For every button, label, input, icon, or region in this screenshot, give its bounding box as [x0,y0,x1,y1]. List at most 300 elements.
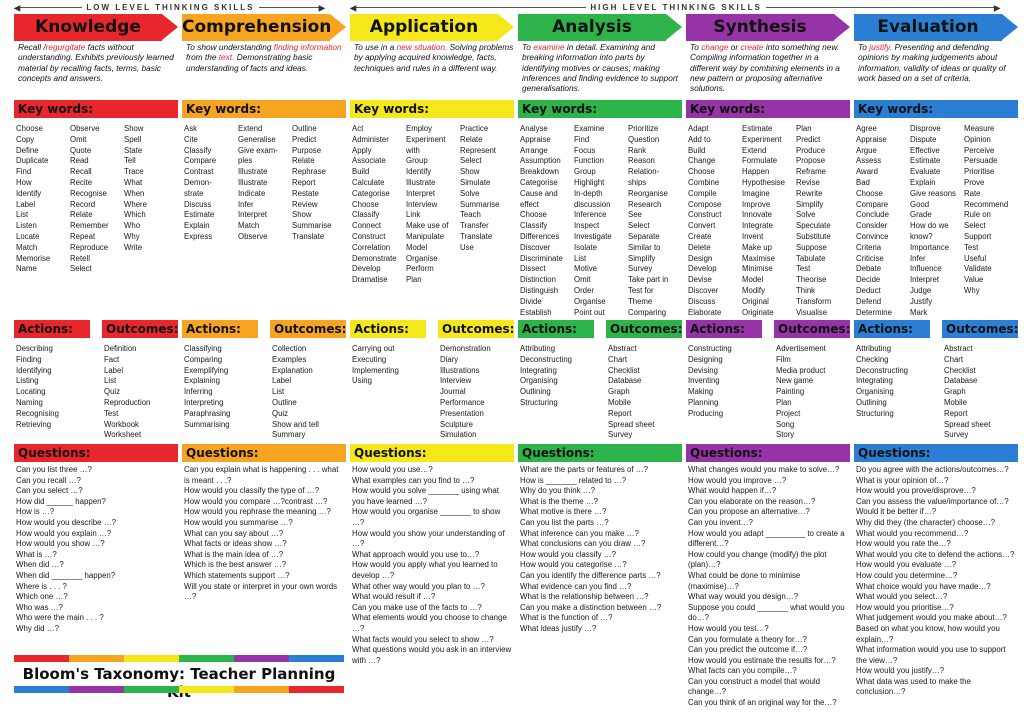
keyword: Tell [124,156,136,166]
keyword-column [352,124,406,286]
keyword: Recognise [70,188,107,198]
keyword: Useful [964,253,987,263]
keyword: Analyse [520,124,548,133]
outcome-item: Story [776,430,795,440]
comprehension-title: Comprehension [182,17,332,37]
question-item: Suppose you could _______ what would you do…? [688,602,845,623]
knowledge-questions-list [16,465,176,635]
knowledge-outcomes-heading: Outcomes: [102,320,178,338]
keyword: Produce [796,145,826,155]
keyword: Predict [292,134,317,144]
application-description [354,42,514,73]
action-item: Naming [16,397,43,407]
outcome-item: Song [776,419,795,429]
keyword: Add to [688,134,711,144]
outcome-item: Mobile [944,397,967,407]
keyword: Group [406,156,428,166]
question-item: What facts can you compile…? [688,666,797,676]
keyword: Dramatise [352,275,388,285]
keyword: In-depth [574,188,603,198]
keyword-column [628,124,682,318]
keyword: Name [16,264,37,274]
keyword: Establish [520,307,552,317]
evaluation-actions-list [856,344,936,420]
question-item: What conclusions can you draw …? [520,539,646,549]
keyword: Elaborate [688,307,722,317]
question-item: Which statements support …? [184,570,290,580]
keyword: Copy [16,134,35,144]
keyword: Review [292,199,318,209]
description-text: To [522,42,534,52]
keyword: Recommend [964,199,1009,209]
keyword: Formulate [742,156,778,166]
application-questions-heading: Questions: [350,444,514,462]
keyword: Compare [184,156,217,166]
synthesis-questions-list [688,465,848,709]
keyword: Categorise [352,188,390,198]
action-item: Inventing [688,376,720,386]
keyword: Calculate [352,177,385,187]
outcome-item: Database [608,376,642,386]
keyword: Group [574,167,596,177]
keyword: How [16,177,32,187]
keyword: Justify [910,296,933,306]
keyword: Invent [742,231,764,241]
keyword: Show [124,124,144,133]
question-item: How would you evaluate …? [856,560,957,570]
keyword: Recall [70,167,92,177]
keyword: Estimate [910,156,941,166]
keyword: Distinction [520,275,556,285]
keyword: Focus [574,145,596,155]
keyword: Propose [796,156,826,166]
keyword: Manipulate [406,231,445,241]
question-item: Would it be better if…? [856,507,937,517]
keyword: Design [688,253,713,263]
keyword: Choose [16,124,43,133]
keyword: Explain [184,221,210,231]
keyword: Question [628,134,660,144]
keyword: Model [742,275,764,285]
outcome-item: Outline [272,397,297,407]
outcome-item: Examples [272,354,307,364]
question-item: Why did they (the character) choose…? [856,517,996,527]
action-item: Deconstructing [856,365,909,375]
keyword: ples [238,156,253,166]
action-item: Producing [688,408,724,418]
outcome-item: Report [944,408,968,418]
keyword: Memorise [16,253,51,263]
keyword: Breakdown [520,167,560,177]
question-item: What other way would you plan to …? [352,581,485,591]
action-item: Integrating [520,365,557,375]
question-item: What are the parts or features of …? [520,465,649,474]
keyword: Award [856,167,878,177]
outcome-item: Quiz [104,387,121,397]
outcome-item: Show and tell [272,419,319,429]
comprehension-questions-heading: Questions: [182,444,346,462]
keyword: Discover [688,285,719,295]
keyword-column [964,124,1018,318]
keyword: Originate [742,307,774,317]
keyword: Demon- [184,177,212,187]
keyword: Speculate [796,221,831,231]
keyword: Organise [406,253,438,263]
description-text: To show understanding [186,42,274,52]
keyword: Isolate [574,242,597,252]
question-item: What questions would you ask in an interview with …? [352,645,512,665]
keyword: Inference [574,210,607,220]
keyword: ships [628,177,647,187]
keyword: Apply [352,145,372,155]
question-item: Which is the best answer …? [184,560,287,570]
keyword: Purpose [292,145,322,155]
keyword: Give reasons [910,188,956,198]
application-outcomes-list [440,344,514,441]
high-level-label: HIGH LEVEL THINKING SKILLS [590,3,762,12]
keyword: Cite [184,134,198,144]
knowledge-outcomes-list [104,344,178,441]
keyword: Improve [742,199,771,209]
action-item: Structuring [856,408,894,418]
question-item: Can you make use of the facts to …? [352,602,482,612]
keyword: Link [406,210,421,220]
keyword: Rank [628,145,647,155]
keyword: Prioritise [964,167,995,177]
keyword: Assumption [520,156,561,166]
comprehension-header [182,14,346,41]
keyword-column [520,124,574,318]
question-item: What can you say about …? [184,528,284,538]
keyword: Restate [292,188,319,198]
keyword: When [124,188,145,198]
description-text: create [740,42,764,52]
keyword: Make use of [406,221,449,231]
outcome-item: Label [104,365,124,375]
keyword: Organise [574,296,606,306]
keyword: Test for [628,285,654,295]
keyword: Translate [292,231,325,241]
evaluation-outcomes-list [944,344,1018,441]
question-item: When did …? [16,560,64,570]
keyword: Judge [910,285,932,295]
keyword: Disprove [910,124,941,133]
analysis-outcomes-heading: Outcomes: [606,320,682,338]
outcome-item: Journal [440,387,466,397]
keyword: Construct [352,231,386,241]
application-keywords [352,124,514,286]
outcome-item: Demonstration [440,344,491,353]
outcome-item: Database [944,376,978,386]
keyword: Appraise [520,134,551,144]
outcome-item: Media product [776,365,826,375]
keyword: Research [628,199,662,209]
outcome-item: Simulation [440,430,477,440]
question-item: Who was …? [16,602,63,612]
keyword: Conclude [856,210,889,220]
comprehension-questions-list [184,465,344,603]
outcome-item: Report [608,408,632,418]
keyword: Develop [352,264,381,274]
synthesis-actions-heading: Actions: [686,320,762,338]
synthesis-header [686,14,850,41]
question-item: What motive is there …? [520,507,607,517]
keyword: Categorise [520,177,558,187]
application-outcomes-heading: Outcomes: [438,320,514,338]
outcome-item: Presentation [440,408,484,418]
rainbow-strip-top [14,655,344,662]
keyword: Write [124,242,143,252]
keyword: Interpret [238,210,268,220]
question-item: What inference can you make …? [520,528,639,538]
analysis-keywords-heading: Key words: [518,100,682,118]
comprehension-keywords-heading: Key words: [182,100,346,118]
column-analysis [518,0,682,720]
question-item: Based on what you know, how would you explain…? [856,623,1000,644]
keyword: Locate [16,231,40,241]
knowledge-actions-heading: Actions: [14,320,90,338]
keyword: Hypothesise [742,177,785,187]
knowledge-actions-list [16,344,96,430]
keyword: Separate [628,231,660,241]
evaluation-keywords-heading: Key words: [854,100,1018,118]
outcome-item: Abstract [944,344,973,353]
question-item: What would you select…? [856,592,948,602]
question-item: How could you change (modify) the plot (plan)…? [688,549,827,570]
keyword: Test [964,242,979,252]
keyword: Summarise [292,221,332,231]
question-item: How would you rephrase the meaning …? [184,507,331,517]
keyword: Integrate [742,221,773,231]
keyword: Infer [238,199,254,209]
keyword: Simulate [460,177,491,187]
question-item: How would you solve _______ using what you have learned …? [352,486,499,506]
action-item: Classifying [184,344,222,353]
keyword: Extend [742,145,767,155]
synthesis-outcomes-list [776,344,850,441]
keyword: Distinguish [520,285,559,295]
keyword: Demonstrate [352,253,397,263]
keyword: Discriminate [520,253,563,263]
keyword: Think [796,285,816,295]
analysis-questions-heading: Questions: [518,444,682,462]
keyword: Theme [628,296,653,306]
keyword: Dispute [910,134,937,144]
outcome-item: Survey [944,430,969,440]
question-item: How would you estimate the results for…? [688,655,836,665]
keyword: State [124,145,143,155]
keyword: Importance [910,242,950,252]
keyword: Innovate [742,210,772,220]
keyword: Predict [796,134,821,144]
keyword: Divide [520,296,542,306]
outcome-item: Chart [944,354,964,364]
keyword: Opinion [964,134,991,144]
question-item: What would result if …? [352,592,436,602]
keyword: Translate [460,231,493,241]
keyword: Change [688,156,716,166]
keyword: Choose [856,188,883,198]
keyword: Select [460,156,482,166]
keyword: Minimise [742,264,773,274]
keyword: discussion [574,199,611,209]
question-item: How did ______ happen? [16,496,106,506]
synthesis-description [690,42,850,93]
question-item: How would you categorise …? [520,560,627,570]
evaluation-questions-list [856,465,1016,698]
action-item: Explaining [184,376,220,386]
keyword: Point out [574,307,605,317]
outcome-item: Explanation [272,365,313,375]
question-item: What ideas justify …? [520,623,597,633]
keyword: Record [70,199,96,209]
action-item: Paraphrasing [184,408,231,418]
application-keywords-heading: Key words: [350,100,514,118]
description-text: text. [218,52,235,63]
keyword: Support [964,231,992,241]
comprehension-actions-list [184,344,264,430]
question-item: How would you test…? [688,623,769,633]
question-item: Why did …? [16,623,59,633]
outcome-item: Fact [104,354,120,364]
analysis-actions-list [520,344,600,409]
description-text: facts without understanding. Exhibits previously learned material by recalling facts, terms, basic concepts and answers. [18,42,174,83]
question-item: What would happen if…? [688,486,777,496]
outcome-item: New game [776,376,814,386]
evaluation-header [854,14,1018,41]
outcome-item: List [272,387,285,397]
action-item: Locating [16,387,46,397]
action-item: Executing [352,354,387,364]
keyword: Use [460,242,474,252]
keyword: Consider [856,221,888,231]
question-item: How would you describe …? [16,517,116,527]
keyword: Remember [70,221,109,231]
keyword: Grade [910,210,932,220]
outcome-item: Summary [272,430,306,440]
keyword-column [688,124,742,318]
description-text: in detail. Examining and breaking information into parts by identifying motives or causes; making inferences and finding evidence to support generalisations. [522,42,678,94]
knowledge-keywords [16,124,178,275]
keyword: Cause and [520,188,558,198]
outcome-item: Graph [608,387,630,397]
question-item: Who were the main . . . ? [16,613,104,623]
action-item: Outlining [856,397,887,407]
description-text: new situation. [396,42,448,52]
question-item: How would you adapt _________ to create a different…? [688,528,845,549]
outcome-item: Plan [776,397,792,407]
question-item: Can you make a distinction between …? [520,602,662,612]
action-item: Identifying [16,365,52,375]
keyword: Construct [688,210,722,220]
keyword: Adapt [688,124,709,133]
analysis-header [518,14,682,41]
keyword: Tabulate [796,253,826,263]
evaluation-actions-heading: Actions: [854,320,930,338]
keyword: Similar to [628,242,661,252]
question-item: How would you classify …? [520,549,617,559]
keyword: Transform [796,296,832,306]
keyword: Measure [964,124,995,133]
keyword: Identify [406,167,432,177]
question-item: What facts or ideas show …? [184,539,287,549]
outcome-item: Film [776,354,791,364]
question-item: Can you predict the outcome if…? [688,645,808,655]
knowledge-title: Knowledge [35,17,141,37]
keyword: Classify [520,221,548,231]
keyword: Employ [406,124,432,133]
question-item: Which one …? [16,592,68,602]
column-knowledge [14,0,178,720]
description-text: Presenting and defending opinions by making judgements about information, validity of ideas or quality of work based on a set of criteria. [858,42,1006,83]
comprehension-outcomes-heading: Outcomes: [270,320,346,338]
keyword: Indicate [238,188,266,198]
arrow-right-icon: ▶ [994,3,1001,13]
question-item: What would you recommend…? [856,528,969,538]
analysis-keywords [520,124,682,318]
keyword: Build [688,145,706,155]
question-item: How would you use…? [352,465,433,474]
action-item: Retrieving [16,419,52,429]
question-item: Can you identify the difference parts …? [520,570,661,580]
keyword: Arrange [520,145,548,155]
question-item: How would you compare …?contrast …? [184,496,328,506]
keyword: Plan [796,124,812,133]
synthesis-title: Synthesis [713,17,807,37]
keyword: Evaluate [910,167,941,177]
keyword: Illustrate [238,167,268,177]
keyword: Show [292,210,312,220]
analysis-description [522,42,682,93]
keyword: Generalise [238,134,276,144]
question-item: What choice would you have made…? [856,581,991,591]
outcome-item: Sculpture [440,419,473,429]
question-item: How would you prioritise…? [856,602,954,612]
outcome-item: Definition [104,344,137,353]
analysis-title: Analysis [552,17,632,37]
synthesis-keywords-heading: Key words: [686,100,850,118]
keyword: Examine [574,124,605,133]
question-item: How is _______ related to …? [520,475,627,485]
keyword: Select [628,221,650,231]
keyword: Recite [70,177,93,187]
keyword: Create [688,231,712,241]
keyword-column [574,124,628,318]
keyword: with [406,145,420,155]
keyword: Read [70,156,89,166]
keyword: Interpret [910,275,940,285]
description-text: from the [186,52,219,63]
action-item: Planning [688,397,719,407]
keyword: Administer [352,134,389,144]
application-actions-heading: Actions: [350,320,426,338]
keyword: Extend [238,124,263,133]
keyword: Imagine [742,188,770,198]
keyword: Choose [520,210,547,220]
action-item: Summarising [184,419,230,429]
column-synthesis [686,0,850,720]
keyword: Why [964,285,980,295]
question-item: What evidence can you find …? [520,581,632,591]
keyword: Relate [292,156,315,166]
outcome-item: Performance [440,397,485,407]
keyword: Determine [856,307,892,317]
keyword: Give exam- [238,145,278,155]
keyword: Mark [910,307,928,317]
keyword: Defend [856,296,882,306]
question-item: Can you invent…? [688,517,753,527]
keyword: Simplify [796,199,824,209]
